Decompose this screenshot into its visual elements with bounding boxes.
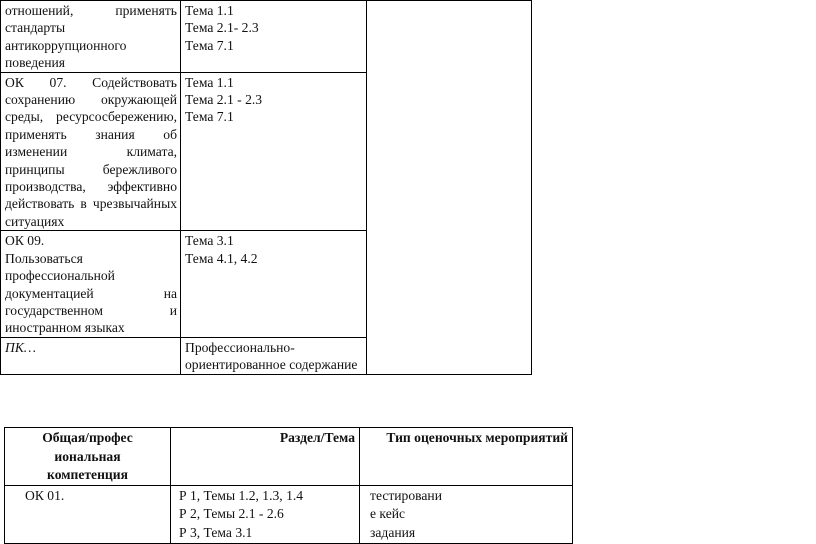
- assessment-table: [4, 427, 573, 544]
- competence-text: ОК 01.: [25, 487, 65, 503]
- section-text: Р 1, Темы 1.2, 1.3, 1.4: [179, 487, 304, 503]
- assessment-text: тестировани: [370, 487, 442, 503]
- header-text: Тип оценочных мероприятий: [386, 430, 568, 445]
- header-text: компетенция: [47, 467, 128, 482]
- section-text: Р 3, Тема 3.1: [179, 524, 253, 540]
- section-cell: [171, 485, 360, 543]
- competence-text: Пользоваться профессиональной документацией на государственном и иностранном языках: [5, 250, 177, 336]
- topic-text: Тема 2.1- 2.3: [185, 20, 259, 36]
- header-assessment-type: [360, 428, 573, 486]
- competence-cell: [1, 1, 181, 73]
- table-row: [1, 1, 532, 73]
- topic-text: Тема 7.1: [185, 109, 234, 125]
- topics-cell: [181, 72, 367, 231]
- competence-text: ОК 07. Содействовать сохранению окружающей среды, ресурсосбережению, применять знания об изменении климата, принципы бережливого производства, эффективно действовать в чрезвычайных ситуациях: [5, 74, 177, 229]
- assessment-text: задания: [370, 524, 416, 540]
- assessment-text: е кейс: [370, 506, 406, 521]
- competence-cell: [1, 337, 181, 374]
- table-header-row: [5, 428, 573, 486]
- topic-text: Тема 1.1: [185, 74, 234, 90]
- header-text: Раздел/Тема: [279, 430, 355, 445]
- header-text: Общая/профес: [42, 430, 133, 445]
- section-text: Р 2, Темы 2.1 - 2.6: [179, 506, 284, 521]
- assessment-type-cell: [360, 485, 573, 543]
- topic-text: Тема 4.1, 4.2: [185, 250, 258, 266]
- competence-cell: [1, 231, 181, 337]
- topic-text: Профессионально-: [185, 339, 295, 355]
- topic-text: Тема 2.1 - 2.3: [185, 92, 263, 108]
- topic-text: Тема 3.1: [185, 233, 234, 249]
- competence-text: антикоррупционного: [5, 37, 127, 53]
- competence-cell: [1, 72, 181, 231]
- competence-text: отношений, применять: [5, 3, 177, 18]
- competence-cell: [5, 485, 171, 543]
- topic-text: ориентированное содержание: [185, 357, 358, 373]
- topic-text: Тема 1.1: [185, 3, 234, 18]
- competence-text: стандарты: [5, 20, 66, 36]
- topic-text: Тема 7.1: [185, 37, 234, 53]
- header-competence: [5, 428, 171, 486]
- table-row: [5, 485, 573, 543]
- topics-cell: [181, 231, 367, 337]
- header-section: [171, 428, 360, 486]
- topics-cell: [181, 1, 367, 73]
- empty-cell: [367, 1, 532, 375]
- competence-text: поведения: [5, 55, 66, 71]
- competence-topics-table: [0, 0, 532, 375]
- competence-text: ОК 09.: [5, 233, 45, 249]
- topics-cell: [181, 337, 367, 374]
- header-text: иональная: [54, 448, 121, 464]
- competence-text: ПК…: [5, 339, 36, 355]
